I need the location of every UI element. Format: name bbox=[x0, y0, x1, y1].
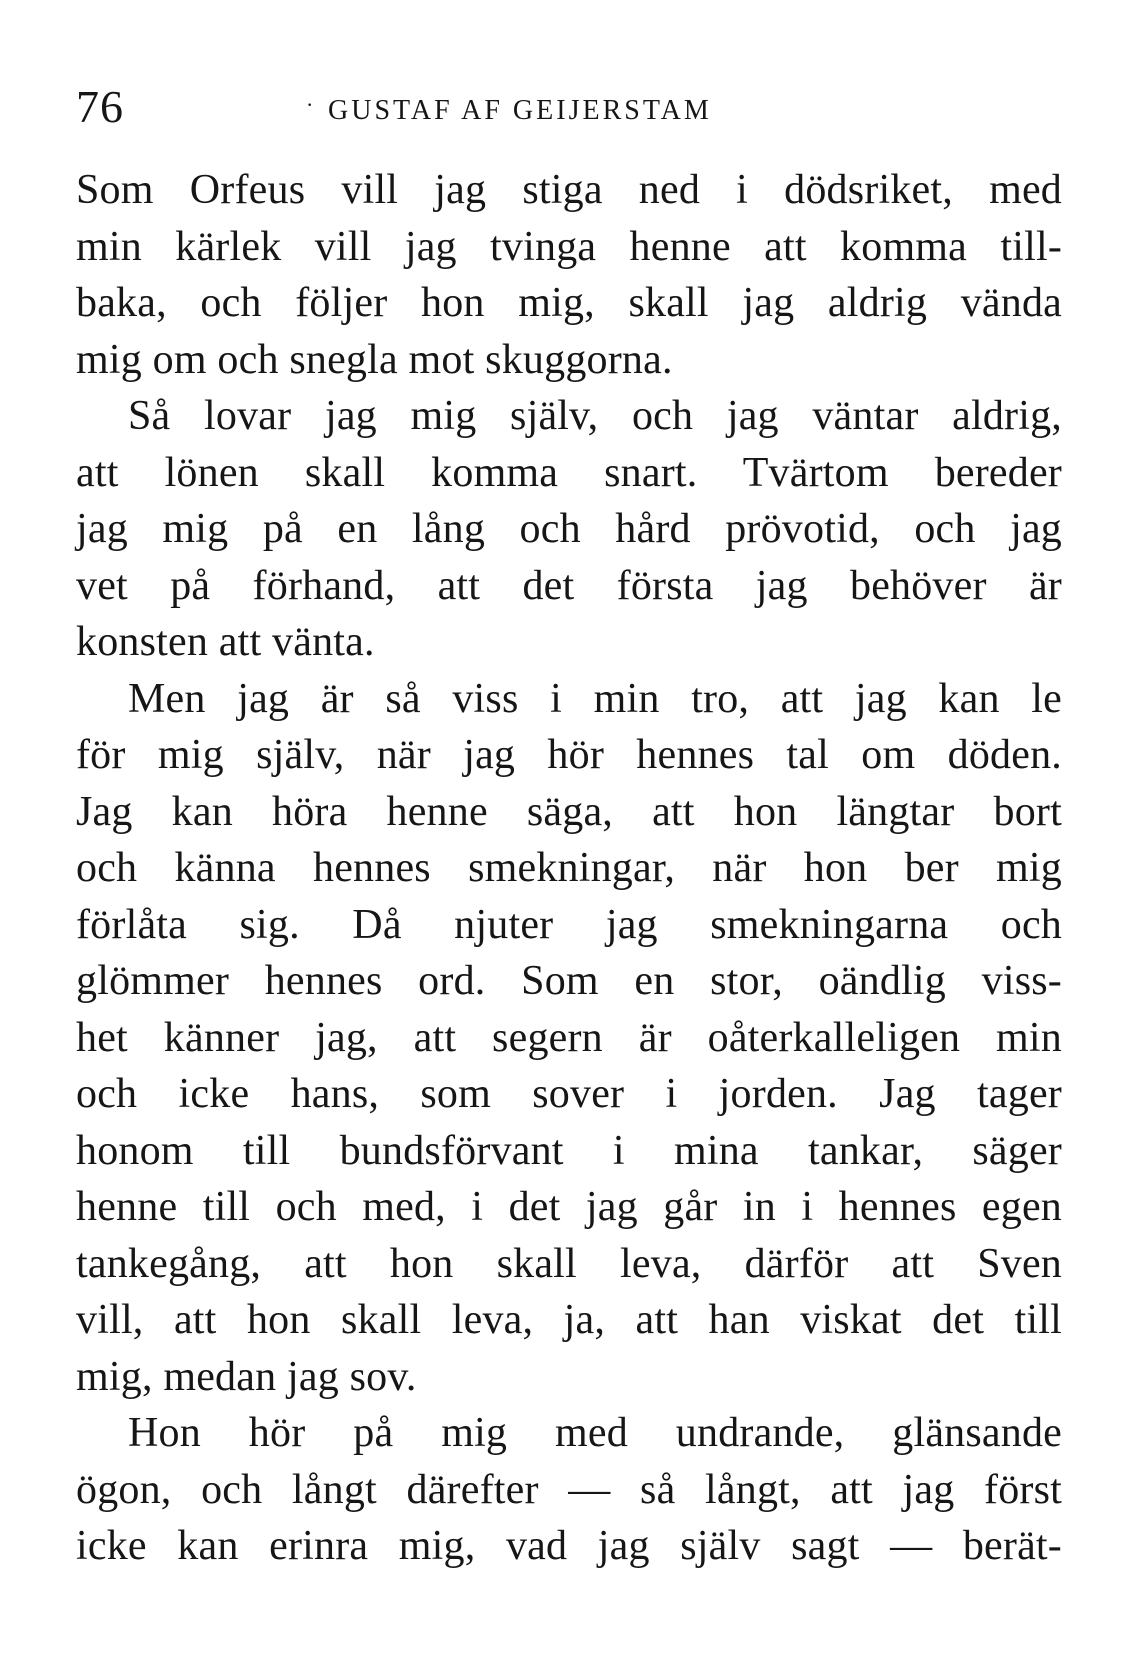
text-line: Så lovar jag mig själv, och jag väntar aldrig, bbox=[128, 393, 1062, 439]
body-text bbox=[76, 162, 1062, 1575]
text-line: och känna hennes smekningar, när hon ber mig bbox=[76, 845, 1062, 891]
text-line: för mig själv, när jag hör hennes tal om döden. bbox=[76, 732, 1062, 778]
text-line: vill, att hon skall leva, ja, att han viskat det till bbox=[76, 1297, 1062, 1343]
text-line: Men jag är så viss i min tro, att jag kan le bbox=[128, 675, 1062, 722]
text-line: baka, och följer hon mig, skall jag aldrig vända bbox=[76, 280, 1062, 326]
text-line: icke kan erinra mig, vad jag själv sagt — berät- bbox=[76, 1523, 1062, 1569]
page-number: 76 bbox=[76, 81, 124, 132]
text-line: mig, medan jag sov. bbox=[76, 1353, 417, 1400]
running-head: GUSTAF AF GEIJERSTAM bbox=[328, 95, 712, 126]
text-line: konsten att vänta. bbox=[76, 619, 375, 665]
text-line: ögon, och långt därefter — så långt, att jag först bbox=[76, 1466, 1062, 1513]
text-line: min kärlek vill jag tvinga henne att komma till- bbox=[76, 223, 1062, 270]
text-line: honom till bundsförvant i mina tankar, säger bbox=[76, 1127, 1062, 1174]
text-line: Som Orfeus vill jag stiga ned i dödsriket, med bbox=[76, 167, 1062, 213]
header-dot: · bbox=[306, 92, 314, 117]
page-header bbox=[76, 82, 796, 132]
text-line: henne till och med, i det jag går in i hennes egen bbox=[76, 1184, 1062, 1230]
text-line: tankegång, att hon skall leva, därför att Sven bbox=[76, 1240, 1062, 1287]
text-line: mig om och snegla mot skuggorna. bbox=[76, 336, 673, 383]
text-line: Jag kan höra henne säga, att hon längtar bort bbox=[76, 788, 1062, 835]
text-line: jag mig på en lång och hård prövotid, och jag bbox=[76, 506, 1062, 552]
text-line: vet på förhand, att det första jag behöver är bbox=[76, 562, 1062, 609]
text-line: förlåta sig. Då njuter jag smekningarna och bbox=[76, 901, 1062, 948]
text-line: och icke hans, som sover i jorden. Jag tager bbox=[76, 1071, 1062, 1117]
text-line: het känner jag, att segern är oåterkalleligen min bbox=[76, 1014, 1062, 1061]
text-line: glömmer hennes ord. Som en stor, oändlig viss- bbox=[76, 958, 1062, 1004]
text-line: Hon hör på mig med undrande, glänsande bbox=[128, 1410, 1062, 1456]
text-line: att lönen skall komma snart. Tvärtom bereder bbox=[76, 449, 1062, 496]
